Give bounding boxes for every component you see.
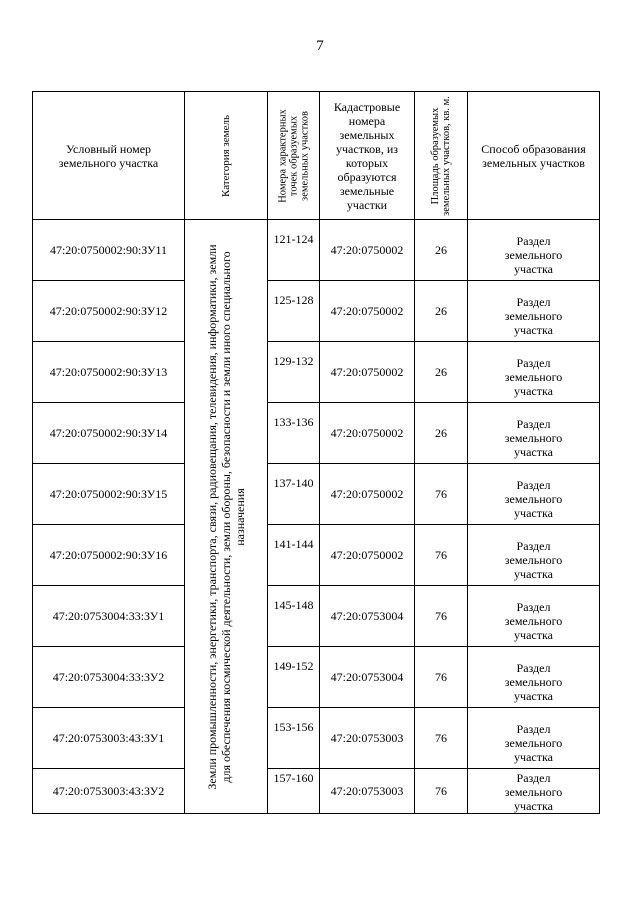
cell-points: 129-132 <box>268 342 320 403</box>
page-number: 7 <box>316 38 324 54</box>
cell-cadastral: 47:20:0753003 <box>320 769 415 814</box>
cell-area: 76 <box>415 586 468 647</box>
table-row <box>33 281 600 342</box>
cell-points: 121-124 <box>268 220 320 281</box>
cell-area: 26 <box>415 342 468 403</box>
cell-cadastral: 47:20:0750002 <box>320 403 415 464</box>
cell-plot-id: 47:20:0750002:90:ЗУ13 <box>33 342 185 403</box>
cell-cadastral: 47:20:0750002 <box>320 281 415 342</box>
table-row <box>33 647 600 708</box>
cell-area: 26 <box>415 403 468 464</box>
cell-method: Раздел земельного участка <box>468 708 600 769</box>
cell-points: 157-160 <box>268 769 320 814</box>
cell-method: Раздел земельного участка <box>468 464 600 525</box>
cell-area: 76 <box>415 464 468 525</box>
cell-method: Раздел земельного участка <box>468 769 600 814</box>
cell-points: 137-140 <box>268 464 320 525</box>
cell-method: Раздел земельного участка <box>468 525 600 586</box>
cell-area: 76 <box>415 769 468 814</box>
cell-area: 76 <box>415 647 468 708</box>
category-text: Земли промышленности, энергетики, транспорта, связи, радиовещания, телевидения, информатики, земли для обеспечения космической деятельности, земли обороны, безопасности и земли иного специального назначения <box>205 243 247 790</box>
table-row <box>33 342 600 403</box>
cell-method: Раздел земельного участка <box>468 647 600 708</box>
cell-method: Раздел земельного участка <box>468 586 600 647</box>
table-row <box>33 403 600 464</box>
table-row <box>33 769 600 814</box>
cell-cadastral: 47:20:0753004 <box>320 647 415 708</box>
cell-points: 153-156 <box>268 708 320 769</box>
table-row <box>33 586 600 647</box>
cell-cadastral: 47:20:0750002 <box>320 464 415 525</box>
cell-plot-id: 47:20:0750002:90:ЗУ16 <box>33 525 185 586</box>
cell-method: Раздел земельного участка <box>468 403 600 464</box>
cell-plot-id: 47:20:0753003:43:ЗУ1 <box>33 708 185 769</box>
cell-method: Раздел земельного участка <box>468 281 600 342</box>
cell-plot-id: 47:20:0753003:43:ЗУ2 <box>33 769 185 814</box>
cell-cadastral: 47:20:0750002 <box>320 525 415 586</box>
cell-method: Раздел земельного участка <box>468 342 600 403</box>
table-row <box>33 525 600 586</box>
cell-points: 145-148 <box>268 586 320 647</box>
cell-cadastral: 47:20:0753003 <box>320 708 415 769</box>
cell-points: 149-152 <box>268 647 320 708</box>
cell-category <box>185 220 268 814</box>
table-row <box>33 464 600 525</box>
cell-plot-id: 47:20:0753004:33:ЗУ1 <box>33 586 185 647</box>
cell-area: 26 <box>415 281 468 342</box>
header-sposob: Способ образования земельных участков <box>468 92 600 220</box>
header-ploshchad: Площадь образуемых земельных участков, кв. м. <box>415 92 468 220</box>
header-kadastrovye-nomera: Кадастровые номера земельных участков, из которых образуются земельные участки <box>320 92 415 220</box>
cell-points: 125-128 <box>268 281 320 342</box>
cell-plot-id: 47:20:0750002:90:ЗУ12 <box>33 281 185 342</box>
cell-method: Раздел земельного участка <box>468 220 600 281</box>
cell-area: 76 <box>415 525 468 586</box>
table-header-row <box>33 92 600 220</box>
cell-cadastral: 47:20:0750002 <box>320 220 415 281</box>
table-row <box>33 220 600 281</box>
cell-cadastral: 47:20:0753004 <box>320 586 415 647</box>
cell-plot-id: 47:20:0750002:90:ЗУ14 <box>33 403 185 464</box>
cell-cadastral: 47:20:0750002 <box>320 342 415 403</box>
land-plots-table <box>32 91 600 814</box>
cell-points: 133-136 <box>268 403 320 464</box>
header-uslovny-nomer: Условный номер земельного участка <box>33 92 185 220</box>
header-kategoriya: Категория земель <box>185 92 268 220</box>
header-nomera-tochek: Номера характерных точек образуемых земельных участков <box>268 92 320 220</box>
cell-plot-id: 47:20:0750002:90:ЗУ15 <box>33 464 185 525</box>
cell-points: 141-144 <box>268 525 320 586</box>
table-row <box>33 708 600 769</box>
cell-plot-id: 47:20:0753004:33:ЗУ2 <box>33 647 185 708</box>
cell-area: 26 <box>415 220 468 281</box>
cell-area: 76 <box>415 708 468 769</box>
cell-plot-id: 47:20:0750002:90:ЗУ11 <box>33 220 185 281</box>
